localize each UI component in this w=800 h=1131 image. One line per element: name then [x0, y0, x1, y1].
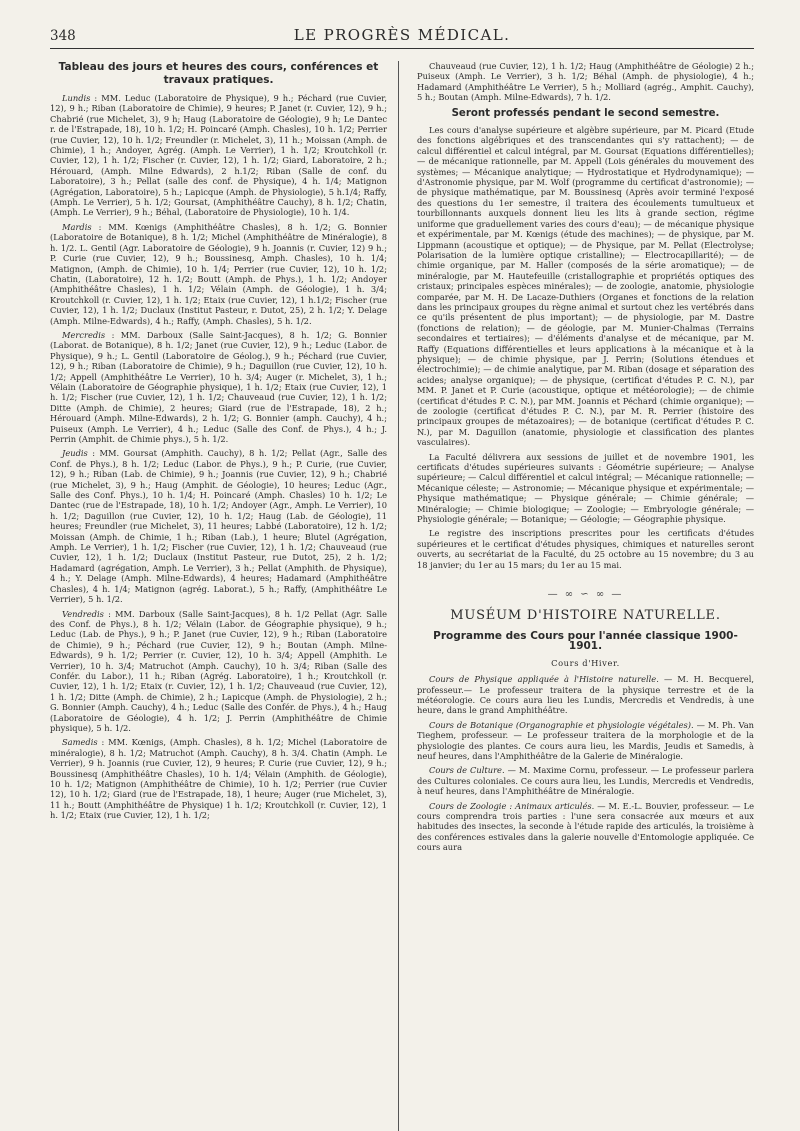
schedule-paragraph-jeudis	[50, 448, 387, 604]
day-text: : MM. Darboux (Salle Saint-Jacques), 8 h. 1/2 Pellat (Agr. Salle des Conf. de Phys.), 8 h. 1/2; Vélain (Labor. de Géographie physique), 9 h.; Leduc (Lab. de Phys.), 9 h.; P. Janet (rue Cuvier, 12), 9 h.; Riban (Laboratoire de Chimie), 9 h.; Péchard (rue Cuvier, 12), 9 h.; Boutan (Amph. Milne-Edwards), 9 h. 1/2; Perrier (r. Cuvier, 12), 10 h. 3/4; Appell (Amphith. Le Verrier), 10 h. 3/4; Matruchot (Amph. Cauchy), 10 h. 3/4; Riban (Salle des Confér. du Labor.), 11 h.; Riban (Agrég. Laboratoire), 1 h.; Kroutchkoll (r. Cuvier, 12), 1 h. 1/2; Etaix (r. Cuvier, 12), 1 h. 1/2; Chauveaud (rue Cuvier, 12), 1 h. 1/2; Ditte (Amph. de Chimie), 2 h.; Lapicque (Amph. de Physiologie), 2 h.; G. Bonnier (Amph. Cauchy), 4 h.; Leduc (Salle des Confér. de Phys.), 4 h.; Haug (Laboratoire de Géologie), 4 h. 1/2; J. Perrin (Amphithéâtre de Chimie physique), 5 h. 1/2.	[50, 608, 388, 733]
columns	[50, 61, 754, 857]
day-label: Mardis	[62, 221, 92, 232]
course-title: Cours de Culture.	[429, 765, 505, 776]
registry-paragraph: Le registre des inscriptions prescrites pour les certificats d'études supérieures et le certificat d'études physiques, chimiques et naturelles seront ouverts, au secrétariat de la Faculté, du 25 octobre au 15 novembre; du 3 au 18 janvier; du 1er au 15 mars; du 1er au 15 mai.	[417, 528, 754, 570]
schedule-paragraph-lundis	[50, 93, 387, 218]
page-number: 348	[50, 28, 76, 44]
day-text: : MM. Kœnigs, (Amph. Chasles), 8 h. 1/2; Michel (Laboratoire de minéralogie), 8 h. 1/2; Matruchot (Amph. Cauchy), 8 h. 3/4. Chatin (Amph. Le Verrier), 9 h. Joannis (rue Cuvier, 12), 9 heures; P. Curie (rue Cuvier, 12), 9 h.; Boussinesq (Amphithéâtre Chasles), 10 h. 1/4; Vélain (Amphith. de Géologie), 10 h. 1/2; Matignon (Amphithéâtre de Chimie), 10 h. 1/2; Perrier (rue Cuvier 12), 10 h. 1/2; Giard (rue de l'Estrapade, 18), 1 heure; Auger (rue Michelet, 3), 11 h.; Boutt (Amphithéâtre de Physique) 1 h. 1/2; Kroutchkoll (r. Cuvier, 12), 1 h. 1/2; Etaix (rue Cuvier, 12), 1 h. 1/2;	[50, 737, 388, 821]
second-semester-paragraph: Les cours d'analyse supérieure et algèbre supérieure, par M. Picard (Etude des fonctions algébriques et des transcendantes qui s'y rattachent); — de calcul différentiel et calcul intégral, par M. Goursat (Equations différentielles); — de mécanique rationnelle, par M. Appell (Lois générales du mouvement des systèmes; — Mécanique analytique; — Hydrostatique et Hydrodynamique); — d'Astronomie physique, par M. Wolf (programme du certificat d'astronomie); — de physique mathématique, par M. Boussinesq (Après avoir terminé l'exposé des questions du 1er semestre, il traitera des écoulements tumultueux et tourbillonnants auxquels donnent lieu les lits à grande section, régime uniforme que graduellement varies des cours d'eau); — de mécanique physique et expérimentale, par M. Kœnigs (étude des machines); — de physique, par M. Lippmann (acoustique et optique); — de Physique, par M. Pellat (Electrolyse; Polarisation de la lumière optique cristalline); — Electrocapillarité); — de chimie organique, par M. Haller (composés de la série aromatique); — de minéralogie, par M. Hautefeuille (cristallographie et propriétés optiques des cristaux; principales espèces minérales); — de zoologie, anatomie, physiologie comparée, par M. H. De Lacaze-Duthiers (Organes et fonctions de la relation dans les principaux groupes du règne animal et surtout chez les vertébrés dans ce qu'ils présentent de plus important); — de physiologie, par M. Dastre (fonctions de relation); — de géologie, par M. Munier-Chalmas (Terrains secondaires et tertiaires); — d'éléments d'analyse et de mécanique, par M. Raffy (Equations différentielles et leurs applications à la mécanique et à la physique); — de chimie physique, par J. Perrin; (Solutions étendues et électrochimie); — de chimie analytique, par M. Riban (dosage et séparation des acides; analyse organique); — de physique, (certificat d'études P. C. N.), par MM. P. Janet et P. Curie (acoustique, optique et météorologie); — de chimie (certificat d'études P. C. N.), par MM. Joannis et Péchard (chimie organique); — de zoologie (certificat d'études P. C. N.), par M. R. Perrier (histoire des principaux groupes de métazoaires); — de botanique (certificat d'études P. C. N.), par M. Daguillon (anatomie, physiologie et classification des plantes vasculaires).	[417, 125, 754, 448]
day-text: : MM. Leduc (Laboratoire de Physique), 9 h.; Péchard (rue Cuvier, 12), 9 h.; Riban (Laboratoire de Chimie), 9 heures; P. Janet (r. Cuvier, 12), 9 h.; Chabrié (rue Michelet, 3), 9 h; Haug (Laboratoire de Géologie), 9 h; Le Dantec r. de l'Estrapade, 18), 10 h. 1/2; H. Poincaré (Amph. Chasles), 10 h. 1/2; Perrier (rue Cuvier, 12), 10 h. 1/2; Freundler (r. Michelet, 3), 11 h.; Moissan (Amph. de Chimie), 1 h.; Andoyer, Agrég. (Amph. Le Verrier), 1 h. 1/2; Kroutchkoll (r. Cuvier, 12), 1 h. 1/2; Fischer (r. Cuvier, 12), 1 h. 1/2; Giard, Laboratoire, 2 h.; Hérouard, (Amph. Milne Edwards), 2 h.1/2; Riban (Salle de conf. du Laboratoire), 3 h.; Pellat (salle des conf. de Physique), 4 h. 1/4; Matignon (Agrégation, Laboratoire), 5 h.; Lapicque (Amph. de Physiologie), 5 h.1/4; Raffy, (Amph. Le Verrier), 5 h. 1/2; Goursat, (Amphithéâtre Cauchy), 8 h. 1/2; Chatin, (Amph. Le Verrier), 9 h.; Béhal, (Laboratoire de Physiologie), 10 h. 1/4.	[50, 93, 387, 218]
left-column	[50, 61, 387, 857]
day-label: Jeudis	[62, 448, 88, 459]
course-culture	[417, 765, 754, 796]
schedule-paragraph-mercredis	[50, 330, 387, 444]
day-text: : MM. Goursat (Amphith. Cauchy), 8 h. 1/2; Pellat (Agr., Salle des Conf. de Phys.), 8 h. 1/2; Leduc (Labor. de Phys.), 9 h.; P. Curie, (rue Cuvier, 12), 9 h.; Riban (Lab. de Chimie), 9 h.; Joannis (rue Cuvier, 12), 9 h.; Chabrié (rue Michelet, 3), 9 h.; Haug (Amphit. de Géologie), 10 heures; Leduc (Agr., Salle des Conf. Phys.), 10 h. 1/4; H. Poincaré (Amph. Chasles) 10 h. 1/2; Le Dantec (rue de l'Estrapade, 18), 10 h. 1/2; Andoyer (Agr., Amph. Le Verrier), 10 h. 1/2; Daguillon (rue Cuvier, 12), 10 h. 1/2; Haug (Lab. de Géologie), 11 heures; Freundler (rue Michelet, 3), 11 heures; Labbé (Laboratoire), 12 h. 1/2; Moissan (Amph. de Chimie, 1 h.; Riban (Lab.), 1 heure; Blutel (Agrégation, Amph. Le Verrier), 1 h. 1/2; Fischer (rue Cuvier, 12), 1 h. 1/2; Chauveaud (rue Cuvier, 12), 1 h. 1/2; Duclaux (Institut Pasteur, rue Dutot, 25), 2 h. 1/2; Hadamard (agrégation, Amph. Le Verrier), 3 h.; Pellat (Amphith. de Physique), 4 h.; Y. Delage (Amph. Milne-Edwards), 4 heures; Hadamard (Amphithéâtre Chasles), 4 h. 1/4; Matignon (agrég. Laborat.), 5 h.; Raffy, (Amphithéâtre Le Verrier), 5 h. 1/2.	[50, 448, 387, 605]
schedule-paragraph-vendredis	[50, 609, 387, 734]
day-label: Samedis	[62, 737, 98, 748]
program-title: Programme des Cours pour l'année classique 1900-1901.	[433, 629, 738, 653]
schedule-paragraph-mardis	[50, 222, 387, 326]
course-text: — M. E.-L. Bouvier, professeur. — Le cours comprendra trois parties : l'une sera consacrée aux mœurs et aux habitudes des insectes, la seconde à l'étude rapide des articulés, la troisième à des conférences estivales dans la galerie nouvelle d'Entomologie appliquée. Ce cours aura	[417, 800, 754, 853]
course-zoologie	[417, 801, 754, 853]
day-label: Vendredis	[62, 608, 104, 619]
course-text: — M. H. Becquerel, professeur.— Le professeur traitera de la physique terrestre et de la météorologie. Ce cours aura lieu les Lundis, Mercredis et Vendredis, à une heure, dans le grand Amphithéâtre.	[417, 674, 754, 716]
course-text: — M. Ph. Van Tieghem, professeur. — Le professeur traitera de la morphologie et de la physiologie des plantes. Ce cours aura lieu, les Mardis, Jeudis et Samedis, à neuf heures, dans l'Amphithéâtre de la Galerie de Minéralogie.	[417, 719, 755, 761]
day-label: Lundis	[62, 93, 91, 103]
schedule-paragraph-samedis	[50, 737, 387, 820]
course-title: Cours de Botanique (Organographie et physiologie végétales).	[429, 719, 694, 730]
course-text: — M. Maxime Cornu, professeur. — Le professeur parlera des Cultures coloniales. Ce cours aura lieu, les Lundis, Mercredis et Vendredis, à neuf heures, dans l'Amphithéâtre de Minéralogie.	[417, 765, 754, 797]
schedule-title: Tableau des jours et heures des cours, conférences et travaux pratiques.	[58, 61, 379, 86]
museum-title: MUSÉUM D'HISTOIRE NATURELLE.	[450, 607, 721, 623]
course-physique	[417, 674, 754, 716]
day-text: : MM. Kœnigs (Amphithéâtre Chasles), 8 h. 1/2; G. Bonnier (Laboratoire de Botanique), 8 h. 1/2; Michel (Amphithéâtre de Minéralogie), 8 h. 1/2. L. Gentil (Agr. Laboratoire de Géologie), 9 h. Joannis (r. Cuvier, 12) 9 h.; P. Curie (rue Cuvier, 12), 9 h.; Boussinesq, Amph. Chasles), 10 h. 1/4; Matignon, (Amph. de Chimie), 10 h. 1/4; Perrier (rue Cuvier, 12), 10 h. 1/2; Chatin, (Laboratoire), 12 h. 1/2; Boutt (Amph. de Phys.), 1 h. 1/2; Andoyer (Amphithéâtre Chasles), 1 h. 1/2; Vélain (Amph. de Géologie), 1 h. 3/4; Kroutchkoll (r. Cuvier, 12), 1 h. 1/2; Etaix (rue Cuvier, 12), 1 h.1/2; Fischer (rue Cuvier, 12), 1 h. 1/2; Duclaux (Institut Pasteur, r. Dutot, 25), 2 h. 1/2; Y. Delage (Amph. Milne-Edwards), 4 h.; Raffy, (Amph. Chasles), 5 h. 1/2.	[50, 221, 387, 326]
course-title: Cours de Zoologie : Animaux articulés.	[429, 800, 595, 811]
winter-courses-label: Cours d'Hiver.	[551, 657, 620, 668]
column-divider	[398, 61, 399, 1131]
day-label: Mercredis	[62, 329, 106, 340]
ornament-divider: — ∞ ∽ ∞ —	[547, 589, 624, 601]
journal-title: LE PROGRÈS MÉDICAL.	[293, 26, 511, 44]
continuation-paragraph: Chauveaud (rue Cuvier, 12), 1 h. 1/2; Haug (Amphithéâtre de Géologie) 2 h.; Puiseux (Amph. Le Verrier), 3 h. 1/2; Béhal (Amph. de physiologie), 4 h.; Hadamard (Amphithéâtre Le Verrier), 5 h.; Molliard (agrég., Amphit. Cauchy), 5 h.; Boutan (Amph. Milne-Edwards), 7 h. 1/2.	[417, 61, 754, 103]
right-column	[417, 61, 754, 857]
day-text: : MM. Darboux (Salle Saint-Jacques), 8 h. 1/2; G. Bonnier (Laborat. de Botanique), 8 h. 1/2; Janet (rue Cuvier, 12), 9 h.; Leduc (Labor. de Physique), 9 h.; L. Gentil (Laboratoire de Géolog.), 9 h.; Péchard (rue Cuvier, 12), 9 h.; Riban (Laboratoire de Chimie), 9 h.; Daguillon (rue Cuvier, 12), 10 h. 1/2; Appell (Amphithéâtre Le Verrier), 10 h. 3/4; Auger (r. Michelet, 3), 1 h.; Vélain (Laboratoire de Géographie physique), 1 h. 1/2; Etaix (rue Cuvier, 12), 1 h. 1/2; Fischer (rue Cuvier, 12), 1 h. 1/2; Chauveaud (rue Cuvier, 12), 1 h. 1/2; Ditte (Amph. de Chimie), 2 heures; Giard (rue de l'Estrapade, 18), 2 h.; Hérouard (Amph. Milne-Edwards), 2 h. 1/2; G. Bonnier (amph. Cauchy), 4 h.; Puiseux (Amph. Le Verrier), 4 h.; Leduc (Salle des Conf. de Phys.), 4 h.; J. Perrin (Amphit. de Chimie phys.), 5 h. 1/2.	[50, 329, 387, 444]
second-semester-title: Seront professés pendant le second semestre.	[451, 107, 720, 119]
faculty-certificates-paragraph: La Faculté délivrera aux sessions de juillet et de novembre 1901, les certificats d'études supérieures suivants : Géométrie supérieure; — Analyse supérieure; — Calcul différentiel et calcul intégral; — Mécanique rationnelle; — Mécanique céleste; — Astronomie; — Mécanique physique et expérimentale; — Physique mathématique; — Physique générale; — Chimie générale; — Minéralogie; — Chimie biologique; — Zoologie; — Embryologie générale; — Physiologie générale; — Botanique; — Géologie; — Géographie physique.	[417, 451, 754, 525]
course-botanique	[417, 720, 754, 762]
course-title: Cours de Physique appliquée à l'Histoire naturelle.	[429, 674, 659, 685]
page-header	[50, 22, 754, 49]
